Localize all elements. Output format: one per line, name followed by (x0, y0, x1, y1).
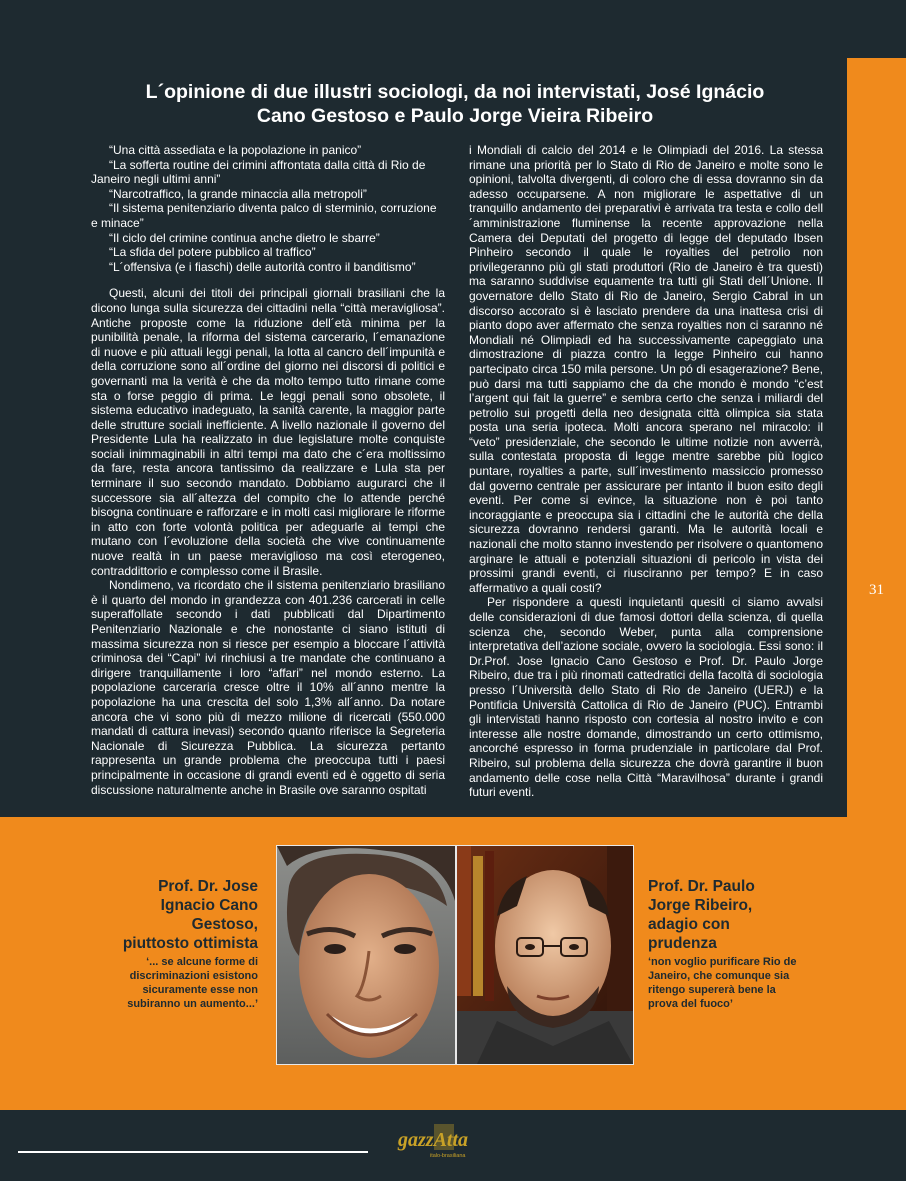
title-line-2: Cano Gestoso e Paulo Jorge Vieira Ribeiro (256, 105, 654, 127)
gazzatta-logo (396, 1124, 511, 1160)
caption-ribeiro (648, 877, 798, 1011)
headline-quote: “Il ciclo del crimine continua anche dietro le sbarre” (109, 230, 380, 245)
headline-quote: “Narcotraffico, la grande minaccia alla metropoli” (109, 186, 367, 201)
body-paragraph: Nondimeno, va ricordato che il sistema penitenziario brasiliano è il quarto del mondo in grandezza con 401.236 carcerati in celle superaffollate secondo i dati pubblicati dal Dipartimento Penitenziario Nazionale e che nonostante ci siano istituti di massima sicurezza non si riesce per esempio a bloccare l´attività criminosa dei “Capi” ivi rinchiusi a tre mandate che continuano a dirigere tranquillamente i loro “affari” nel mondo esterno. La popolazione carceraria cresce oltre il 10% all´anno mentre la popolazione ha una crescita del solo 1,3% all´anno. Da notare ancora che vi sono più di mezzo milione di ricercati (550.000 mandati di cattura inevasi) secondo quanto riferisce la Segreteria Nacionale di Sicurezza Pubblica. La sicurezza pertanto rappresenta un grande problema che preoccupa tutti i paesi principalmente in occasione di grandi eventi ed è oggetto di seria discussione naturalmente anche in Brasile ove saranno ospitati (91, 578, 445, 797)
body-paragraph: Questi, alcuni dei titoli dei principali giornali brasiliani che la dicono lunga sulla sicurezza dei cittadini nella “città meravigliosa”. Antiche proposte come la riduzione dell´età minima per la punibilità penale, la riforma del sistema carcerario, l´emanazione di nuove e più attuali leggi penali, la lotta al cancro dell´impunità e della corruzione sono all´ordine del giorno nei discorsi di politici e governanti ma la verità è che da molto tempo tutto rimane come sta o forse peggio di prima. Le leggi penali sono obsolete, il sistema educativo inadeguato, la sanità carente, la maggior parte delle strutture sociali inefficiente. A livello nazionale il governo del Presidente Lula ha realizzato in due legislature molte conquiste sociali inimmaginabili in altri tempi ma dato che c´era moltissimo da fare, resta ancora tantissimo da realizzare e Lula sta per terminare il suo secondo mandato. Dobbiamo augurarci che il successore sia all´altezza del compito che lo attende perché bisogna continuare e rafforzare e in molti casi migliorare le riforme in atto con forte volontà politica per adeguarle ai tempi che mutano con l´evoluzione della società che vive continuamente nuove realtà in un paese meraviglioso ma così eterogeneo, contraddittorio e complesso come il Brasile. (91, 286, 445, 578)
caption-name: Prof. Dr. Jose Ignacio Cano Gestoso, (158, 878, 258, 933)
caption-quote: ‘... se alcune forme di discriminazioni esistono sicuramente esse non subiranno un aumento...’ (127, 956, 258, 1010)
side-strip-orange (847, 58, 906, 817)
logo-subtitle: italo-brasiliana (430, 1153, 466, 1159)
article-title (60, 80, 850, 128)
headline-quote: “La sofferta routine dei crimini affrontata dalla città di Rio de Janeiro negli ultimi anni” (91, 157, 426, 187)
caption-cano (120, 877, 258, 1011)
portrait-ribeiro (456, 845, 634, 1065)
caption-description: adagio con prudenza (648, 916, 730, 952)
spacer (91, 274, 445, 286)
headline-quote: “L´offensiva (e i fiaschi) delle autorità contro il banditismo” (109, 259, 416, 274)
side-strip-dark (847, 0, 906, 58)
headline-quote: “La sfida del potere pubblico al traffico” (109, 245, 316, 260)
body-paragraph: i Mondiali di calcio del 2014 e le Olimpiadi del 2016. La stessa rimane una priorità per lo Stato di Rio de Janeiro e molte sono le opinioni, talvolta divergenti, di coloro che di essa dovranno sin da adesso occuparsene. A non migliorare le aspettative di un tranquillo andamento dei preparativi è arrivata tra testa e collo dell´amministrazione fluminense la recente approvazione nella Camera dei Deputati del progetto di legge del deputado Ibsen Pinheiro secondo il quale le royalties del petrolio non privilegeranno più gli stati produttori (Rio de Janeiro è tra questi) ma saranno suddivise equamente tra tutti gli Stati dell´Unione. Il governatore dello Stato di Rio de Janeiro, Sergio Cabral in un discorso accorato si è lasciato prendere da una inattesa crisi di pianto dopo aver affermato che senza royalties non ci saranno né Mondiali né Olimpiadi ed ha successivamente capeggiato una dimostrazione di piazza contro la legge Pinheiro cui hanno partecipato circa 150 mila persone. Un pó di esagerazione? Bene, può darsi ma tutti sappiamo che da che mondo è mondo “c’est l’argent qui fait la guerre” e sembra certo che senza i miliardi del petrolio sui progetti della neo designata città olimpica sia stata posta una seria ipoteca. Molti ancora sperano nel miracolo: il “veto” presidenziale, che secondo le ultime notizie non avverrà, sulla contestata proposta di legge mentre sarebbe più logico puntare, royalties a parte, sull´investimento massiccio promesso dal governo centrale per assicurare per intanto il buon esito degli eventi. Per come si evince, la situazione non è poi tanto incoraggiante e preoccupa sia i cittadini che le autorità che della sicurezza dovranno rendersi garanti. Ma le autorità locali e nazionali che molto stanno investendo per risolvere o quantomeno arginare le attuali e potenziali situazioni di pericolo in vista dei prossimi grandi eventi, ci riusciranno per tempo? E in caso affermativo a quali costi? (469, 143, 823, 595)
logo-wordmark: gazzAtta (398, 1129, 469, 1151)
body-paragraph: Per rispondere a questi inquietanti quesiti ci siamo avvalsi delle considerazioni di due famosi dottori della scienza, di quella scienza che, secondo Weber, punta alla comprensione interpretativa dell’azione sociale, ovvero la sociologia. Essi sono: il Dr.Prof. Jose Ignacio Cano Gestoso e Prof. Dr. Paulo Jorge Ribeiro, due tra i più rinomati cattedratici della facoltà di sociologia presso l´Università dello Stato di Rio de Janeiro (UERJ) e la Pontificia Università Cattolica di Rio de Janeiro (PUC). Entrambi gli intervistati hanno risposto con cortesia al nostro invito e con interesse alle nostre domande, dimostrando un certo ottimismo, ancorché espresso in forma prudenziale in particolare dal Prof. Ribeiro, sul problema della sicurezza che dovrà garantire il buon andamento delle cose nella Città “Maravilhosa” durante i grandi futuri eventi. (469, 595, 823, 800)
left-column (91, 143, 445, 797)
right-column (469, 143, 823, 800)
caption-description: piuttosto ottimista (122, 935, 258, 952)
caption-quote: ‘non voglio purificare Rio de Janeiro, che comunque sia ritengo supererà bene la prova del fuoco’ (648, 956, 797, 1010)
footer-rule (18, 1151, 368, 1153)
headline-quote: “Il sistema penitenziario diventa palco di sterminio, corruzione e minace” (91, 201, 437, 230)
caption-name: Prof. Dr. Paulo Jorge Ribeiro, (648, 878, 755, 914)
headline-quote: “Una città assediata e la popolazione in panico” (109, 143, 362, 157)
title-line-1: L´opinione di due illustri sociologi, da noi intervistati, José Ignácio (145, 81, 765, 103)
portrait-cano (276, 845, 456, 1065)
page-number: 31 (869, 582, 884, 598)
